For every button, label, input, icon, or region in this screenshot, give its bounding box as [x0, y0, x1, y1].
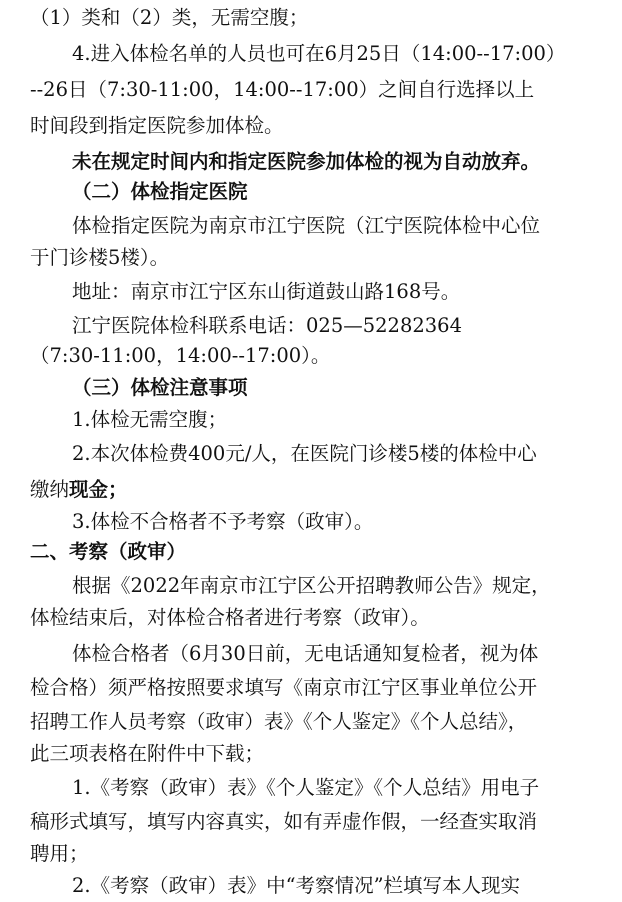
- text-line: 根据《2022年南京市江宁区公开招聘教师公告》规定，: [72, 574, 551, 597]
- text-line: 体检指定医院为南京市江宁医院（江宁医院体检中心位: [72, 214, 541, 237]
- text-line: 1.《考察（政审）表》《个人鉴定》《个人总结》用电子: [72, 776, 540, 799]
- text-line: 1.体检无需空腹；: [72, 408, 228, 431]
- phone-line: 江宁医院体检科联系电话：025—52282364: [72, 314, 462, 337]
- text-line: （1）类和（2）类，无需空腹；: [30, 6, 309, 29]
- bold-fragment: 现金；: [69, 478, 128, 501]
- bold-notice: 未在规定时间内和指定医院参加体检的视为自动放弃。: [72, 150, 541, 173]
- text-line: 稿形式填写，填写内容真实，如有弄虚作假，一经查实取消: [30, 810, 538, 833]
- text-line: 时间段到指定医院参加体检。: [30, 114, 284, 137]
- section-heading: （三）体检注意事项: [72, 376, 248, 399]
- text-line: 体检结束后，对体检合格者进行考察（政审）。: [30, 606, 430, 629]
- address-line: 地址：南京市江宁区东山街道鼓山路168号。: [72, 280, 461, 303]
- section-heading: （二）体检指定医院: [72, 180, 248, 203]
- text-line: --26日（7:30-11:00，14:00--17:00）之间自行选择以上: [30, 78, 535, 101]
- text-line: 于门诊楼5楼）。: [30, 246, 170, 269]
- text-line: 4.进入体检名单的人员也可在6月25日（14:00--17:00）: [72, 42, 566, 65]
- section-heading: 二、考察（政审）: [30, 540, 187, 563]
- text-line: 体检合格者（6月30日前，无电话通知复检者，视为体: [72, 642, 539, 665]
- text-line: 2.《考察（政审）表》中“考察情况”栏填写本人现实: [72, 874, 521, 897]
- text-line: 检合格）须严格按照要求填写《南京市江宁区事业单位公开: [30, 676, 538, 699]
- text-line: 3.体检不合格者不予考察（政审）。: [72, 510, 374, 533]
- text-line: [30, 474, 590, 506]
- text-line: 招聘工作人员考察（政审）表》《个人鉴定》《个人总结》，: [30, 710, 528, 733]
- text-line: 此三项表格在附件中下载；: [30, 742, 265, 765]
- text-line: （7:30-11:00，14:00--17:00）。: [30, 344, 331, 367]
- text-line: 2.本次体检费400元/人，在医院门诊楼5楼的体检中心: [72, 442, 537, 465]
- text-line: 聘用；: [30, 842, 89, 865]
- text-fragment: 缴纳: [30, 478, 70, 501]
